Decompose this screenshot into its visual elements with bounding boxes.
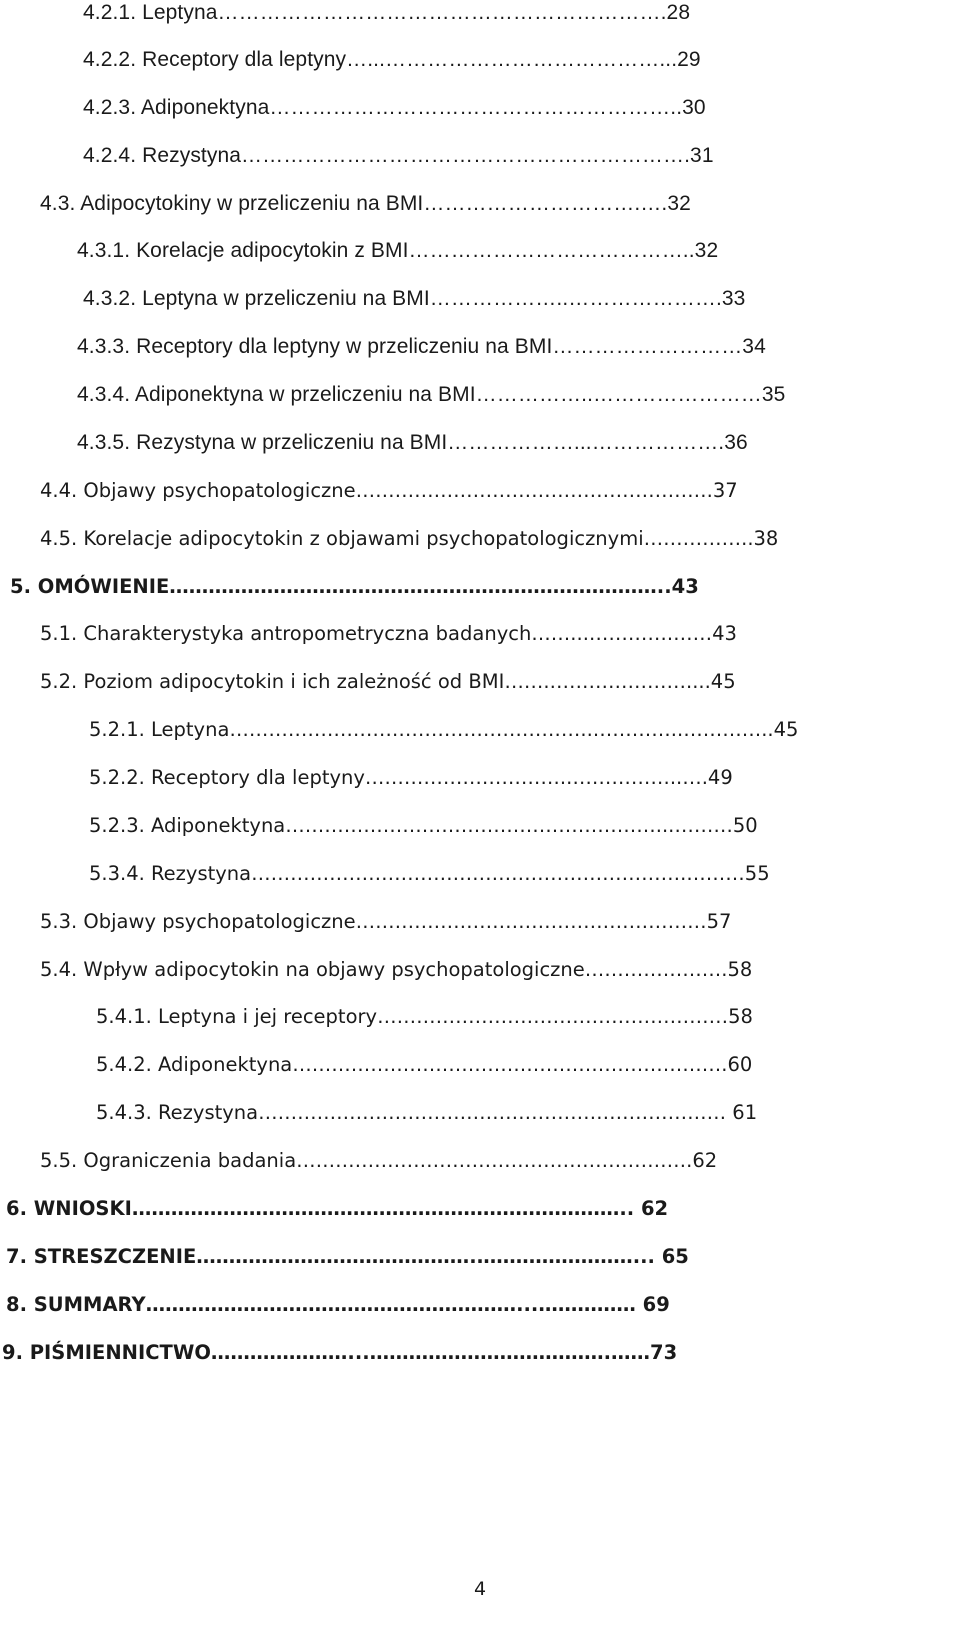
toc-entry: 4.2.1. Leptyna……………………………………………………….28 <box>83 1 691 24</box>
toc-entry: 4.3.4. Adiponektyna w przeliczeniu na BMI……………..……………………35 <box>77 383 786 406</box>
toc-entry: 5.2.3. Adiponektyna…………………………………………………...………50 <box>89 814 758 837</box>
toc-entry: 4.3.1. Korelacje adipocytokin z BMI…………………………………..32 <box>77 239 719 262</box>
toc-entry: 5. OMÓWIENIE…………………………………………………………………..43 <box>10 575 699 598</box>
toc-entry: 6. WNIOSKI………………………………………………………………….. 62 <box>6 1197 669 1220</box>
toc-entry: 4.5. Korelacje adipocytokin z objawami psychopatologicznymi……………..38 <box>40 527 779 550</box>
toc-entry: 4.2.2. Receptory dla leptyny…...…………………………………...29 <box>83 48 701 71</box>
page-number: 4 <box>473 1578 487 1600</box>
toc-entry: 4.3.3. Receptory dla leptyny w przeliczeniu na BMI………………………34 <box>77 335 766 358</box>
toc-entry: 4.3.2. Leptyna w przeliczeniu na BMI………………..………………….33 <box>83 287 746 310</box>
toc-entry: 7. STRESZCZENIE…………………………………….……………………... 65 <box>6 1245 689 1268</box>
toc-entry: 5.2. Poziom adipocytokin i ich zależność od BMI…….…………………....45 <box>40 670 736 693</box>
toc-entry: 4.3. Adipocytokiny w przeliczeniu na BMI………………………….….32 <box>40 192 691 215</box>
toc-entry: 5.3. Objawy psychopatologiczne………………………………………………57 <box>40 910 732 933</box>
toc-entry: 5.3.4. Rezystyna………………………………………………………….………55 <box>89 862 770 885</box>
toc-entry: 5.4.2. Adiponektyna………………………………………………………….60 <box>96 1053 753 1076</box>
toc-entry: 5.2.1. Leptyna………………………………………………..…………..…………..45 <box>89 718 799 741</box>
toc-entry: 5.2.2. Receptory dla leptyny…………………………..……………..….49 <box>89 766 733 789</box>
toc-entry: 4.4. Objawy psychopatologiczne……………………………………………….37 <box>40 479 738 502</box>
toc-entry: 5.4.3. Rezystyna……………………………………………………………… 61 <box>96 1101 758 1124</box>
toc-entry: 4.3.5. Rezystyna w przeliczeniu na BMI………………...……………….36 <box>77 431 748 454</box>
toc-entry: 8. SUMMARY…………………………………………………...…………… 69 <box>6 1293 670 1316</box>
toc-entry: 5.5. Ograniczenia badania…………………………………………………….62 <box>40 1149 718 1172</box>
toc-entry: 5.1. Charakterystyka antropometryczna badanych……...………….……43 <box>40 622 737 645</box>
toc-entry: 5.4.1. Leptyna i jej receptory………………………………………………58 <box>96 1005 753 1028</box>
toc-entry: 4.2.4. Rezystyna……………………………………………………….31 <box>83 144 714 167</box>
toc-entry: 4.2.3. Adiponektyna…………………………………………………..30 <box>83 96 706 119</box>
toc-entry: 9. PIŚMIENNICTWO…………………...……………………………….……73 <box>2 1341 678 1364</box>
toc-entry: 5.4. Wpływ adipocytokin na objawy psychopatologiczne………………….58 <box>40 958 753 981</box>
